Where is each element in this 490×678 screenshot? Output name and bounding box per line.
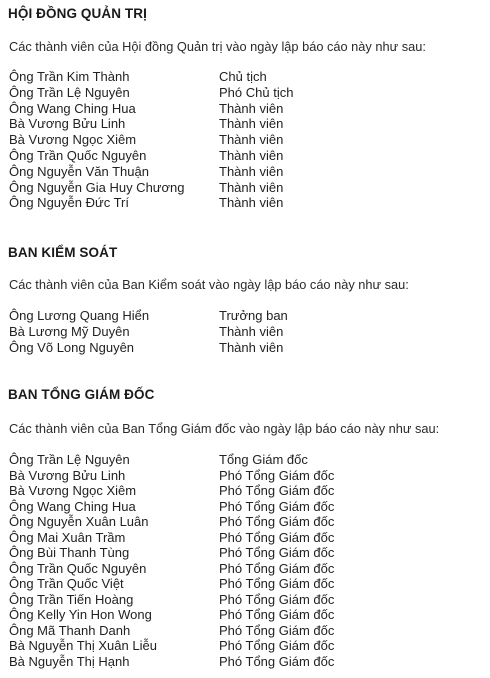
member-role: Thành viên [219, 163, 284, 179]
supervisory-member-list [9, 308, 479, 355]
member-name: Bà Vương Bửu Linh [9, 116, 126, 132]
supervisory-heading: BAN KIỂM SOÁT [8, 245, 118, 260]
member-role: Phó Tổng Giám đốc [219, 467, 335, 483]
member-name: Ông Bùi Thanh Tùng [9, 545, 130, 560]
member-row [9, 324, 479, 340]
management-heading: BAN TỔNG GIÁM ĐỐC [8, 387, 155, 402]
member-role: Thành viên [219, 339, 284, 355]
member-name: Ông Lương Quang Hiển [9, 308, 150, 323]
member-row [9, 638, 479, 654]
member-row [9, 340, 479, 356]
member-role: Thành viên [219, 116, 284, 132]
member-name: Ông Trần Quốc Việt [9, 576, 124, 591]
member-row [9, 452, 479, 468]
member-row [9, 499, 479, 515]
member-name: Bà Lương Mỹ Duyên [9, 323, 130, 339]
member-role: Phó Chủ tịch [219, 84, 294, 100]
member-name: Ông Trần Lệ Nguyên [9, 452, 130, 467]
member-name: Ông Trần Quốc Nguyên [9, 147, 147, 163]
member-name: Ông Mai Xuân Trầm [9, 529, 126, 545]
supervisory-intro: Các thành viên của Ban Kiểm soát vào ngày lập báo cáo này như sau: [9, 277, 409, 292]
management-member-list [9, 452, 479, 669]
member-role: Thành viên [219, 195, 284, 211]
board-intro: Các thành viên của Hội đồng Quản trị vào ngày lập báo cáo này như sau: [9, 39, 426, 54]
member-row [9, 592, 479, 608]
member-row [9, 195, 479, 211]
member-name: Bà Nguyễn Thị Hạnh [9, 653, 130, 669]
member-name: Ông Wang Ching Hua [9, 498, 136, 514]
board-member-list [9, 69, 479, 211]
member-role: Phó Tổng Giám đốc [219, 560, 335, 576]
member-role: Trưởng ban [219, 308, 288, 323]
member-row [9, 132, 479, 148]
member-name: Bà Vương Ngọc Xiêm [9, 483, 137, 498]
member-row [9, 561, 479, 577]
member-row [9, 164, 479, 180]
member-row [9, 101, 479, 117]
member-row [9, 530, 479, 546]
member-role: Thành viên [219, 132, 284, 148]
member-row [9, 148, 479, 164]
member-row [9, 607, 479, 623]
member-row [9, 180, 479, 196]
member-role: Thành viên [219, 147, 284, 163]
member-row [9, 654, 479, 670]
member-row [9, 623, 479, 639]
member-role: Tổng Giám đốc [219, 452, 308, 467]
member-name: Bà Vương Bửu Linh [9, 467, 126, 483]
member-name: Ông Trần Lệ Nguyên [9, 84, 130, 100]
member-name: Bà Nguyễn Thị Xuân Liễu [9, 638, 157, 653]
member-role: Chủ tịch [219, 69, 267, 84]
member-row [9, 116, 479, 132]
member-role: Phó Tổng Giám đốc [219, 514, 335, 529]
member-name: Ông Nguyễn Đức Trí [9, 195, 129, 211]
member-role: Phó Tổng Giám đốc [219, 653, 335, 669]
member-name: Ông Trần Kim Thành [9, 69, 130, 84]
member-name: Ông Võ Long Nguyên [9, 339, 135, 355]
member-row [9, 69, 479, 85]
member-row [9, 483, 479, 499]
member-role: Phó Tổng Giám đốc [219, 483, 335, 498]
member-row [9, 545, 479, 561]
member-role: Phó Tổng Giám đốc [219, 498, 335, 514]
member-name: Bà Vương Ngọc Xiêm [9, 132, 137, 148]
member-name: Ông Trần Quốc Nguyên [9, 560, 147, 576]
member-role: Phó Tổng Giám đốc [219, 622, 335, 638]
member-role: Phó Tổng Giám đốc [219, 607, 335, 622]
member-role: Phó Tổng Giám đốc [219, 638, 335, 653]
member-role: Phó Tổng Giám đốc [219, 545, 335, 560]
member-role: Thành viên [219, 323, 284, 339]
member-name: Ông Nguyễn Văn Thuận [9, 163, 149, 179]
member-name: Ông Trần Tiến Hoàng [9, 591, 134, 607]
member-row [9, 85, 479, 101]
member-name: Ông Nguyễn Xuân Luân [9, 514, 149, 529]
member-row [9, 468, 479, 484]
member-role: Phó Tổng Giám đốc [219, 576, 335, 591]
management-intro: Các thành viên của Ban Tổng Giám đốc vào ngày lập báo cáo này như sau: [9, 421, 440, 436]
member-role: Phó Tổng Giám đốc [219, 529, 335, 545]
member-role: Thành viên [219, 100, 284, 116]
member-row [9, 576, 479, 592]
member-role: Thành viên [219, 179, 284, 195]
board-heading: HỘI ĐỒNG QUẢN TRỊ [8, 6, 147, 21]
member-role: Phó Tổng Giám đốc [219, 591, 335, 607]
member-name: Ông Mã Thanh Danh [9, 622, 131, 638]
member-row [9, 514, 479, 530]
member-name: Ông Kelly Yin Hon Wong [9, 607, 152, 622]
member-name: Ông Nguyễn Gia Huy Chương [9, 179, 185, 195]
member-name: Ông Wang Ching Hua [9, 100, 136, 116]
member-row [9, 308, 479, 324]
